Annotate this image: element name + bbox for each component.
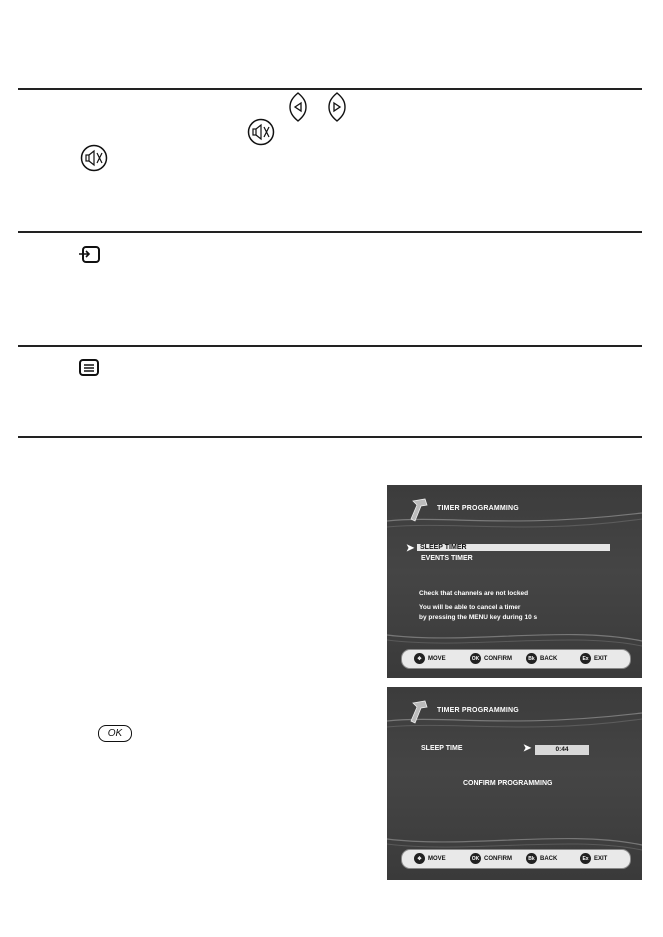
exit-badge-icon: Ex: [580, 653, 591, 664]
ok-badge-icon: OK: [470, 653, 481, 664]
menu-item-events-timer[interactable]: EVENTS TIMER: [421, 555, 473, 562]
move-key-icon: ✥: [414, 853, 425, 864]
selection-pointer-icon: ➤: [523, 743, 532, 754]
selection-pointer-icon: ➤: [406, 543, 415, 554]
right-arrow-key-icon: [327, 92, 347, 122]
input-source-icon: [78, 245, 102, 265]
ok-key-icon: OK: [98, 725, 132, 742]
info-text: by pressing the MENU key during 10 s: [419, 614, 538, 621]
screen-title: TIMER PROGRAMMING: [437, 707, 519, 714]
move-hint: ✥ MOVE: [414, 853, 446, 864]
section-divider: [18, 88, 642, 90]
move-key-icon: ✥: [414, 653, 425, 664]
teletext-icon: [78, 358, 100, 378]
confirm-hint: OK CONFIRM: [470, 853, 512, 864]
back-badge-icon: Bk: [526, 853, 537, 864]
mute-key-icon: [80, 144, 108, 172]
info-text: Check that channels are not locked: [419, 590, 529, 597]
confirm-message: CONFIRM PROGRAMMING: [463, 780, 553, 787]
section-divider: [18, 231, 642, 233]
key-help-bar: [401, 849, 631, 869]
screen-title: TIMER PROGRAMMING: [437, 505, 519, 512]
confirm-hint: OK CONFIRM: [470, 653, 512, 664]
menu-item-sleep-timer[interactable]: SLEEP TIMER: [417, 544, 610, 551]
info-text: You will be able to cancel a timer: [419, 604, 521, 611]
timer-programming-screen: [387, 485, 642, 678]
exit-hint: Ex EXIT: [580, 853, 607, 864]
sleep-time-label: SLEEP TIME: [421, 745, 463, 752]
sleep-time-screen: [387, 687, 642, 880]
move-hint: ✥ MOVE: [414, 653, 446, 664]
sleep-time-value[interactable]: 0:44: [535, 745, 589, 755]
mute-key-icon: [247, 118, 275, 146]
back-hint: Bk BACK: [526, 653, 557, 664]
back-badge-icon: Bk: [526, 653, 537, 664]
ok-badge-icon: OK: [470, 853, 481, 864]
tools-icon: [409, 699, 433, 725]
key-help-bar: [401, 649, 631, 669]
section-divider: [18, 436, 642, 438]
back-hint: Bk BACK: [526, 853, 557, 864]
exit-badge-icon: Ex: [580, 853, 591, 864]
section-divider: [18, 345, 642, 347]
exit-hint: Ex EXIT: [580, 653, 607, 664]
tools-icon: [409, 497, 433, 523]
left-arrow-key-icon: [288, 92, 308, 122]
